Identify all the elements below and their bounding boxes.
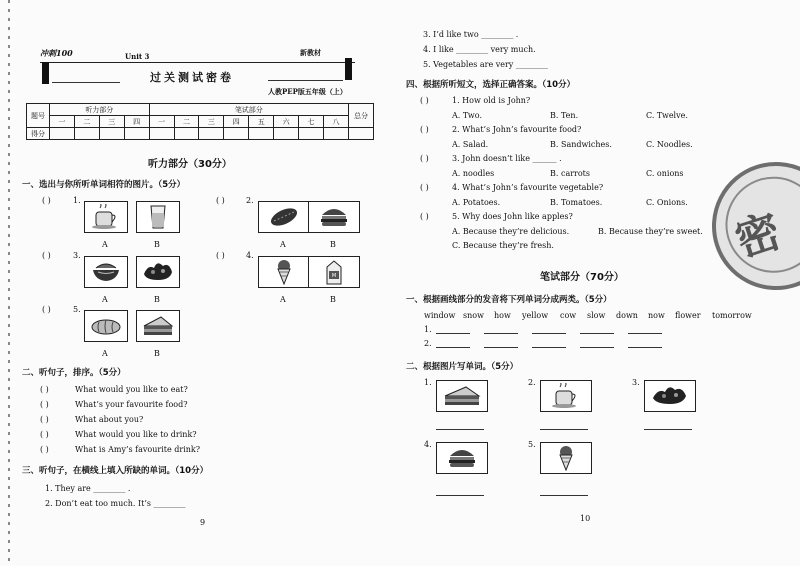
hot-drink-icon[interactable] <box>84 201 128 233</box>
item-number: 3. <box>73 251 81 260</box>
answer-paren[interactable]: ( ) <box>420 183 429 192</box>
writing-col: 四 <box>224 116 249 128</box>
option-label: A <box>102 295 108 304</box>
option-a[interactable]: A. Potatoes. <box>452 198 501 207</box>
listening-group-label: 听力部分 <box>50 104 150 116</box>
section3-title: 三、听句子，在横线上填入所缺的单词。（10分） <box>22 466 209 476</box>
option-b[interactable]: B. Because they’re sweet. <box>598 227 703 236</box>
option-a[interactable]: A. noodles <box>452 169 495 178</box>
fill-blank-sentence[interactable]: 2. Don’t eat too much. It’s ________ <box>45 499 186 508</box>
option-label: A <box>102 349 108 358</box>
page-number-left: 9 <box>200 518 206 527</box>
brand-label: 冲刺100 <box>40 48 73 58</box>
order-paren[interactable]: ( ) <box>40 445 49 454</box>
answer-paren[interactable]: ( ) <box>42 251 51 260</box>
answer-line[interactable] <box>628 333 662 334</box>
hamburger-icon[interactable] <box>308 201 360 233</box>
option-b[interactable]: B. Ten. <box>550 111 579 120</box>
word-item: flower <box>675 311 701 320</box>
section1-title: 一、选出与你所听单词相符的图片。（5分） <box>22 180 186 190</box>
total-label: 总分 <box>349 104 374 128</box>
sentence-text: What is Amy’s favourite drink? <box>75 445 201 454</box>
option-b[interactable]: B. carrots <box>550 169 590 178</box>
title-underline-right <box>268 80 343 81</box>
listening-col: 三 <box>99 116 124 128</box>
answer-paren[interactable]: ( ) <box>216 196 225 205</box>
word-item: down <box>616 311 638 320</box>
binding-margin-dashes <box>8 0 10 566</box>
fill-blank-sentence[interactable]: 4. I like ________ very much. <box>423 45 536 54</box>
answer-paren[interactable]: ( ) <box>420 125 429 134</box>
sentence-text: What about you? <box>75 415 144 424</box>
answer-line[interactable] <box>436 429 484 430</box>
question-text: 5. Why does John like apples? <box>452 212 573 221</box>
option-label: A <box>102 240 108 249</box>
noodles-bowl-icon[interactable] <box>84 256 128 288</box>
sausage-icon[interactable] <box>258 201 310 233</box>
listening-col: 一 <box>50 116 75 128</box>
question-text: 1. How old is John? <box>452 96 531 105</box>
score-table <box>26 103 374 140</box>
score-cell[interactable] <box>174 128 199 140</box>
listening-col: 四 <box>124 116 149 128</box>
order-paren[interactable]: ( ) <box>40 400 49 409</box>
hamburger-icon <box>436 442 488 474</box>
option-label: B <box>330 240 336 249</box>
word-item: tomorrow <box>712 311 752 320</box>
word-item: yellow <box>522 311 549 320</box>
option-a[interactable]: A. Two. <box>452 111 482 120</box>
option-c[interactable]: C. Because they’re fresh. <box>452 241 554 250</box>
sandwich-icon[interactable] <box>136 310 180 342</box>
answer-line[interactable] <box>436 347 470 348</box>
sentence-text: What would you like to drink? <box>75 430 197 439</box>
answer-row-label: 1. <box>424 325 432 334</box>
page-title: 过关测试密卷 <box>150 71 234 84</box>
answer-line[interactable] <box>580 333 614 334</box>
header-rule <box>40 62 355 63</box>
answer-paren[interactable]: ( ) <box>420 154 429 163</box>
fill-blank-sentence[interactable]: 3. I’d like two ________ . <box>423 30 519 39</box>
fill-blank-sentence[interactable]: 1. They are ________ . <box>45 484 131 493</box>
item-number: 4. <box>246 251 254 260</box>
option-a[interactable]: A. Salad. <box>452 140 489 149</box>
item-number: 5. <box>73 305 81 314</box>
order-paren[interactable]: ( ) <box>40 415 49 424</box>
row-label-question: 题号 <box>27 104 50 128</box>
hot-drink-icon <box>540 380 592 412</box>
listening-col: 二 <box>74 116 99 128</box>
answer-line[interactable] <box>484 347 518 348</box>
item-number: 1. <box>73 196 81 205</box>
milk-carton-icon[interactable] <box>308 256 360 288</box>
answer-paren[interactable]: ( ) <box>42 305 51 314</box>
answer-line[interactable] <box>540 429 588 430</box>
answer-row-label: 2. <box>424 339 432 348</box>
option-c[interactable]: C. Twelve. <box>646 111 688 120</box>
word-item: how <box>494 311 511 320</box>
ice-cream-icon <box>540 442 592 474</box>
answer-line[interactable] <box>540 495 588 496</box>
score-cell[interactable] <box>199 128 224 140</box>
fill-blank-sentence[interactable]: 5. Vegetables are very ________ <box>423 60 548 69</box>
edition-label: 人教PEP版五年级（上） <box>268 87 347 96</box>
score-cell[interactable] <box>299 128 324 140</box>
series-label: 新教材 <box>300 48 321 57</box>
stamp-character: 密 <box>729 205 788 268</box>
answer-paren[interactable]: ( ) <box>42 196 51 205</box>
writing-group-label: 笔试部分 <box>149 104 348 116</box>
word-item: slow <box>587 311 606 320</box>
option-label: B <box>154 295 160 304</box>
writing-col: 一 <box>149 116 174 128</box>
salad-icon[interactable] <box>136 256 180 288</box>
answer-paren[interactable]: ( ) <box>420 212 429 221</box>
score-cell[interactable] <box>274 128 299 140</box>
score-cell[interactable] <box>149 128 174 140</box>
title-underline-left <box>52 82 120 83</box>
question-text: 3. John doesn’t like ______ . <box>452 154 562 163</box>
item-number: 2. <box>528 378 536 387</box>
salad-icon <box>644 380 696 412</box>
option-c[interactable]: C. Noodles. <box>646 140 693 149</box>
option-b[interactable]: B. Sandwiches. <box>550 140 612 149</box>
item-number: 1. <box>424 378 432 387</box>
question-text: 2. What’s John’s favourite food? <box>452 125 582 134</box>
item-number: 3. <box>632 378 640 387</box>
score-cell[interactable] <box>323 128 348 140</box>
listening-heading: 听力部分（30分） <box>148 159 232 170</box>
sandwich-icon <box>436 380 488 412</box>
word-item: cow <box>560 311 577 320</box>
score-cell[interactable] <box>124 128 149 140</box>
option-label: B <box>154 240 160 249</box>
option-label: B <box>330 295 336 304</box>
option-c[interactable]: C. Onions. <box>646 198 688 207</box>
item-number: 5. <box>528 440 536 449</box>
answer-line[interactable] <box>436 495 484 496</box>
writing-col: 八 <box>323 116 348 128</box>
writing-heading: 笔试部分（70分） <box>540 272 624 283</box>
answer-line[interactable] <box>628 347 662 348</box>
order-paren[interactable]: ( ) <box>40 385 49 394</box>
score-cell[interactable] <box>50 128 75 140</box>
sentence-text: What’s your favourite food? <box>75 400 188 409</box>
score-cell[interactable] <box>74 128 99 140</box>
glass-of-water-icon[interactable] <box>136 201 180 233</box>
writing-col: 三 <box>199 116 224 128</box>
confidential-stamp <box>695 145 800 306</box>
score-cell[interactable] <box>99 128 124 140</box>
ice-cream-icon[interactable] <box>258 256 310 288</box>
writing-col: 六 <box>274 116 299 128</box>
bread-icon[interactable] <box>84 310 128 342</box>
answer-paren[interactable]: ( ) <box>216 251 225 260</box>
option-label: A <box>280 295 286 304</box>
writing-col: 五 <box>249 116 274 128</box>
writing-col: 七 <box>299 116 324 128</box>
item-number: 2. <box>246 196 254 205</box>
answer-line[interactable] <box>580 347 614 348</box>
answer-line[interactable] <box>484 333 518 334</box>
word-item: now <box>648 311 665 320</box>
unit-label: Unit 3 <box>125 52 150 61</box>
question-text: 4. What’s John’s favourite vegetable? <box>452 183 604 192</box>
sentence-text: What would you like to eat? <box>75 385 188 394</box>
option-label: B <box>154 349 160 358</box>
row-label-score: 得分 <box>27 128 50 140</box>
answer-line[interactable] <box>532 333 566 334</box>
answer-line[interactable] <box>532 347 566 348</box>
title-bar-left <box>42 62 49 84</box>
page-number-right: 10 <box>580 514 591 523</box>
wsection1-title: 一、根据画线部分的发音将下列单词分成两类。（5分） <box>406 295 612 305</box>
word-item: window <box>424 311 456 320</box>
svg-text:M: M <box>331 273 337 279</box>
answer-paren[interactable]: ( ) <box>420 96 429 105</box>
wsection2-title: 二、根据图片写单词。（5分） <box>406 362 519 372</box>
item-number: 4. <box>424 440 432 449</box>
score-cell[interactable] <box>249 128 274 140</box>
word-item: snow <box>463 311 484 320</box>
score-cell[interactable] <box>224 128 249 140</box>
option-a[interactable]: A. Because they’re delicious. <box>452 227 570 236</box>
order-paren[interactable]: ( ) <box>40 430 49 439</box>
answer-line[interactable] <box>436 333 470 334</box>
section2-title: 二、听句子，排序。（5分） <box>22 368 126 378</box>
section4-title: 四、根据所听短文，选择正确答案。（10分） <box>406 80 576 90</box>
score-cell[interactable] <box>349 128 374 140</box>
answer-line[interactable] <box>644 429 692 430</box>
title-bar-right <box>345 58 352 80</box>
writing-col: 二 <box>174 116 199 128</box>
option-label: A <box>280 240 286 249</box>
option-b[interactable]: B. Tomatoes. <box>550 198 603 207</box>
option-c[interactable]: C. onions <box>646 169 684 178</box>
